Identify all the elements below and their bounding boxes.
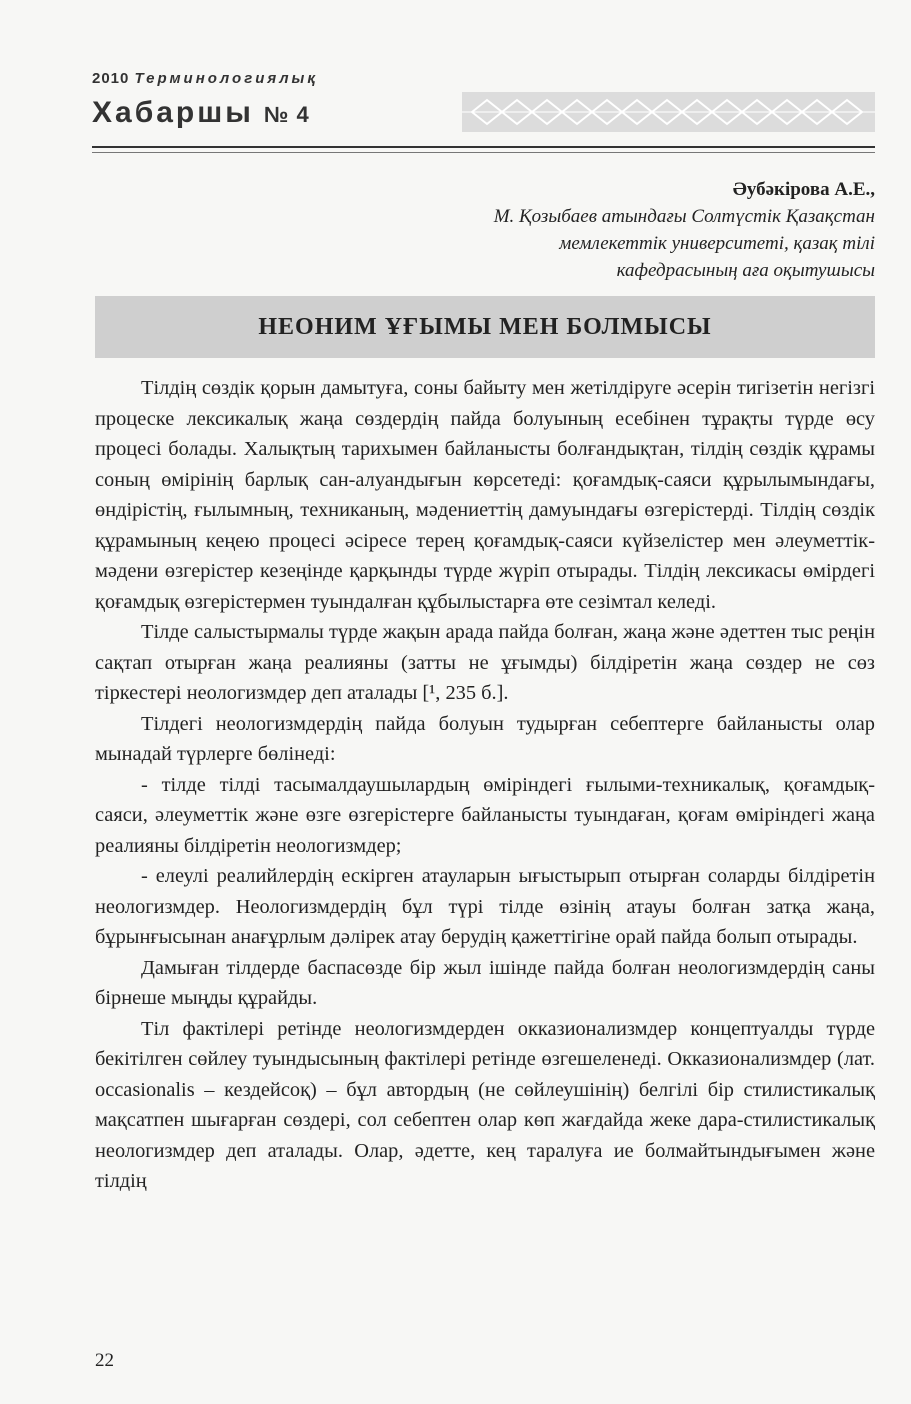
ornament-band bbox=[462, 92, 875, 132]
article-title: НЕОНИМ ҰҒЫМЫ МЕН БОЛМЫСЫ bbox=[258, 313, 712, 340]
ornament-pattern-icon bbox=[462, 92, 875, 132]
journal-name-line1: Терминологиялық bbox=[134, 70, 318, 87]
header-rule-thin bbox=[92, 152, 875, 153]
article-title-banner bbox=[95, 296, 875, 358]
paragraph: - тілде тілді тасымалдаушылардың өміріндегі ғылыми-техникалық, қоғамдық-саяси, әлеуметтік және өзге өзгерістерге байланысты туындаған, қоғам өміріндегі жаңа реалияны білдіретін неологизмдер; bbox=[95, 773, 875, 857]
paragraph: Тілдегі неологизмдердің пайда болуын тудырған себептерге байланысты олар мынадай түрлерге бөлінеді: bbox=[95, 712, 875, 765]
paragraph: Дамыған тілдерде баспасөзде бір жыл ішінде пайда болған неологизмдердің саны бірнеше мыңды құрайды. bbox=[95, 956, 875, 1009]
author-affiliation-line: кафедрасының аға оқытушысы bbox=[616, 260, 875, 281]
journal-year: 2010 bbox=[92, 70, 130, 87]
journal-header bbox=[92, 70, 875, 160]
author-block bbox=[494, 176, 875, 284]
journal-name-line2: Хабаршы bbox=[92, 96, 254, 129]
paragraph: Тіл фактілері ретінде неологизмдерден окказионализмдер концептуалды түрде бекітілген сөйлеу туындысының фактілері ретінде өзгешеленеді. Окказионализмдер (лат. occasionalis – кездейсоқ) – бұл автордың (не сөйлеушінің) белгілі бір стилистикалық мақсатпен шығарған сөздері, сол себептен олар көп жағдайда жеке дара-стилистикалық неологизмдер деп аталады. Олар, әдетте, кең таралуға ие болмайтындығымен және тілдің bbox=[95, 1017, 875, 1192]
author-affiliation-line: М. Қозыбаев атындағы Солтүстік Қазақстан bbox=[493, 206, 875, 227]
issue-number: № 4 bbox=[263, 102, 310, 127]
author-name: Әубәкірова А.Е., bbox=[732, 179, 875, 200]
paragraph: - елеулі реалийлердің ескірген атауларын ығыстырып отырған соларды білдіретін неологизмдер. Неологизмдердің бұл түрі тілде өзінің атауы болған затқа жаңа, бұрынғысынан анағұрлым дәлірек атау берудің қажеттігіне орай пайда болып отырады. bbox=[95, 865, 875, 948]
journal-title bbox=[92, 96, 310, 130]
paragraph: Тілде салыстырмалы түрде жақын арада пайда болған, жаңа және әдеттен тыс реңін сақтап отырған жаңа реалияны (затты не ұғымды) білдіретін жаңа сөздер не сөз тіркестері неологизмдер деп аталады [¹, 235 б.]. bbox=[95, 621, 875, 704]
journal-year-line bbox=[92, 70, 318, 87]
article-body bbox=[95, 373, 875, 1197]
paragraph: Тілдің сөздік қорын дамытуға, соны байыту мен жетілдіруге әсерін тигізетін негізгі процеске лексикалық жаңа сөздердің пайда болуының есебінен тұрақты түрде өсу процесі болады. Халықтың тарихымен байланысты болғандықтан, тілдің сөздік құрамы соның өмірінің барлық сан-алуандығын көрсетеді: қоғамдық-саяси құрылымындағы, өндірістің, ғылымның, техниканың, мәдениеттің дамуындағы өзгерістерді. Тілдің сөздік құрамының кеңею процесі әсіресе терең қоғамдық-саяси күйзелістер мен әлеуметтік-мәдени өзгерістер кезеңінде қарқынды түрде жүріп отырады. Тілдің лексикасы өмірдегі қоғамдық өзгерістермен туындалған құбылыстарға өте сезімтал келеді. bbox=[95, 377, 875, 613]
author-affiliation-line: мемлекеттік университеті, қазақ тілі bbox=[559, 233, 875, 254]
page-number: 22 bbox=[95, 1350, 114, 1371]
header-rule bbox=[92, 146, 875, 148]
